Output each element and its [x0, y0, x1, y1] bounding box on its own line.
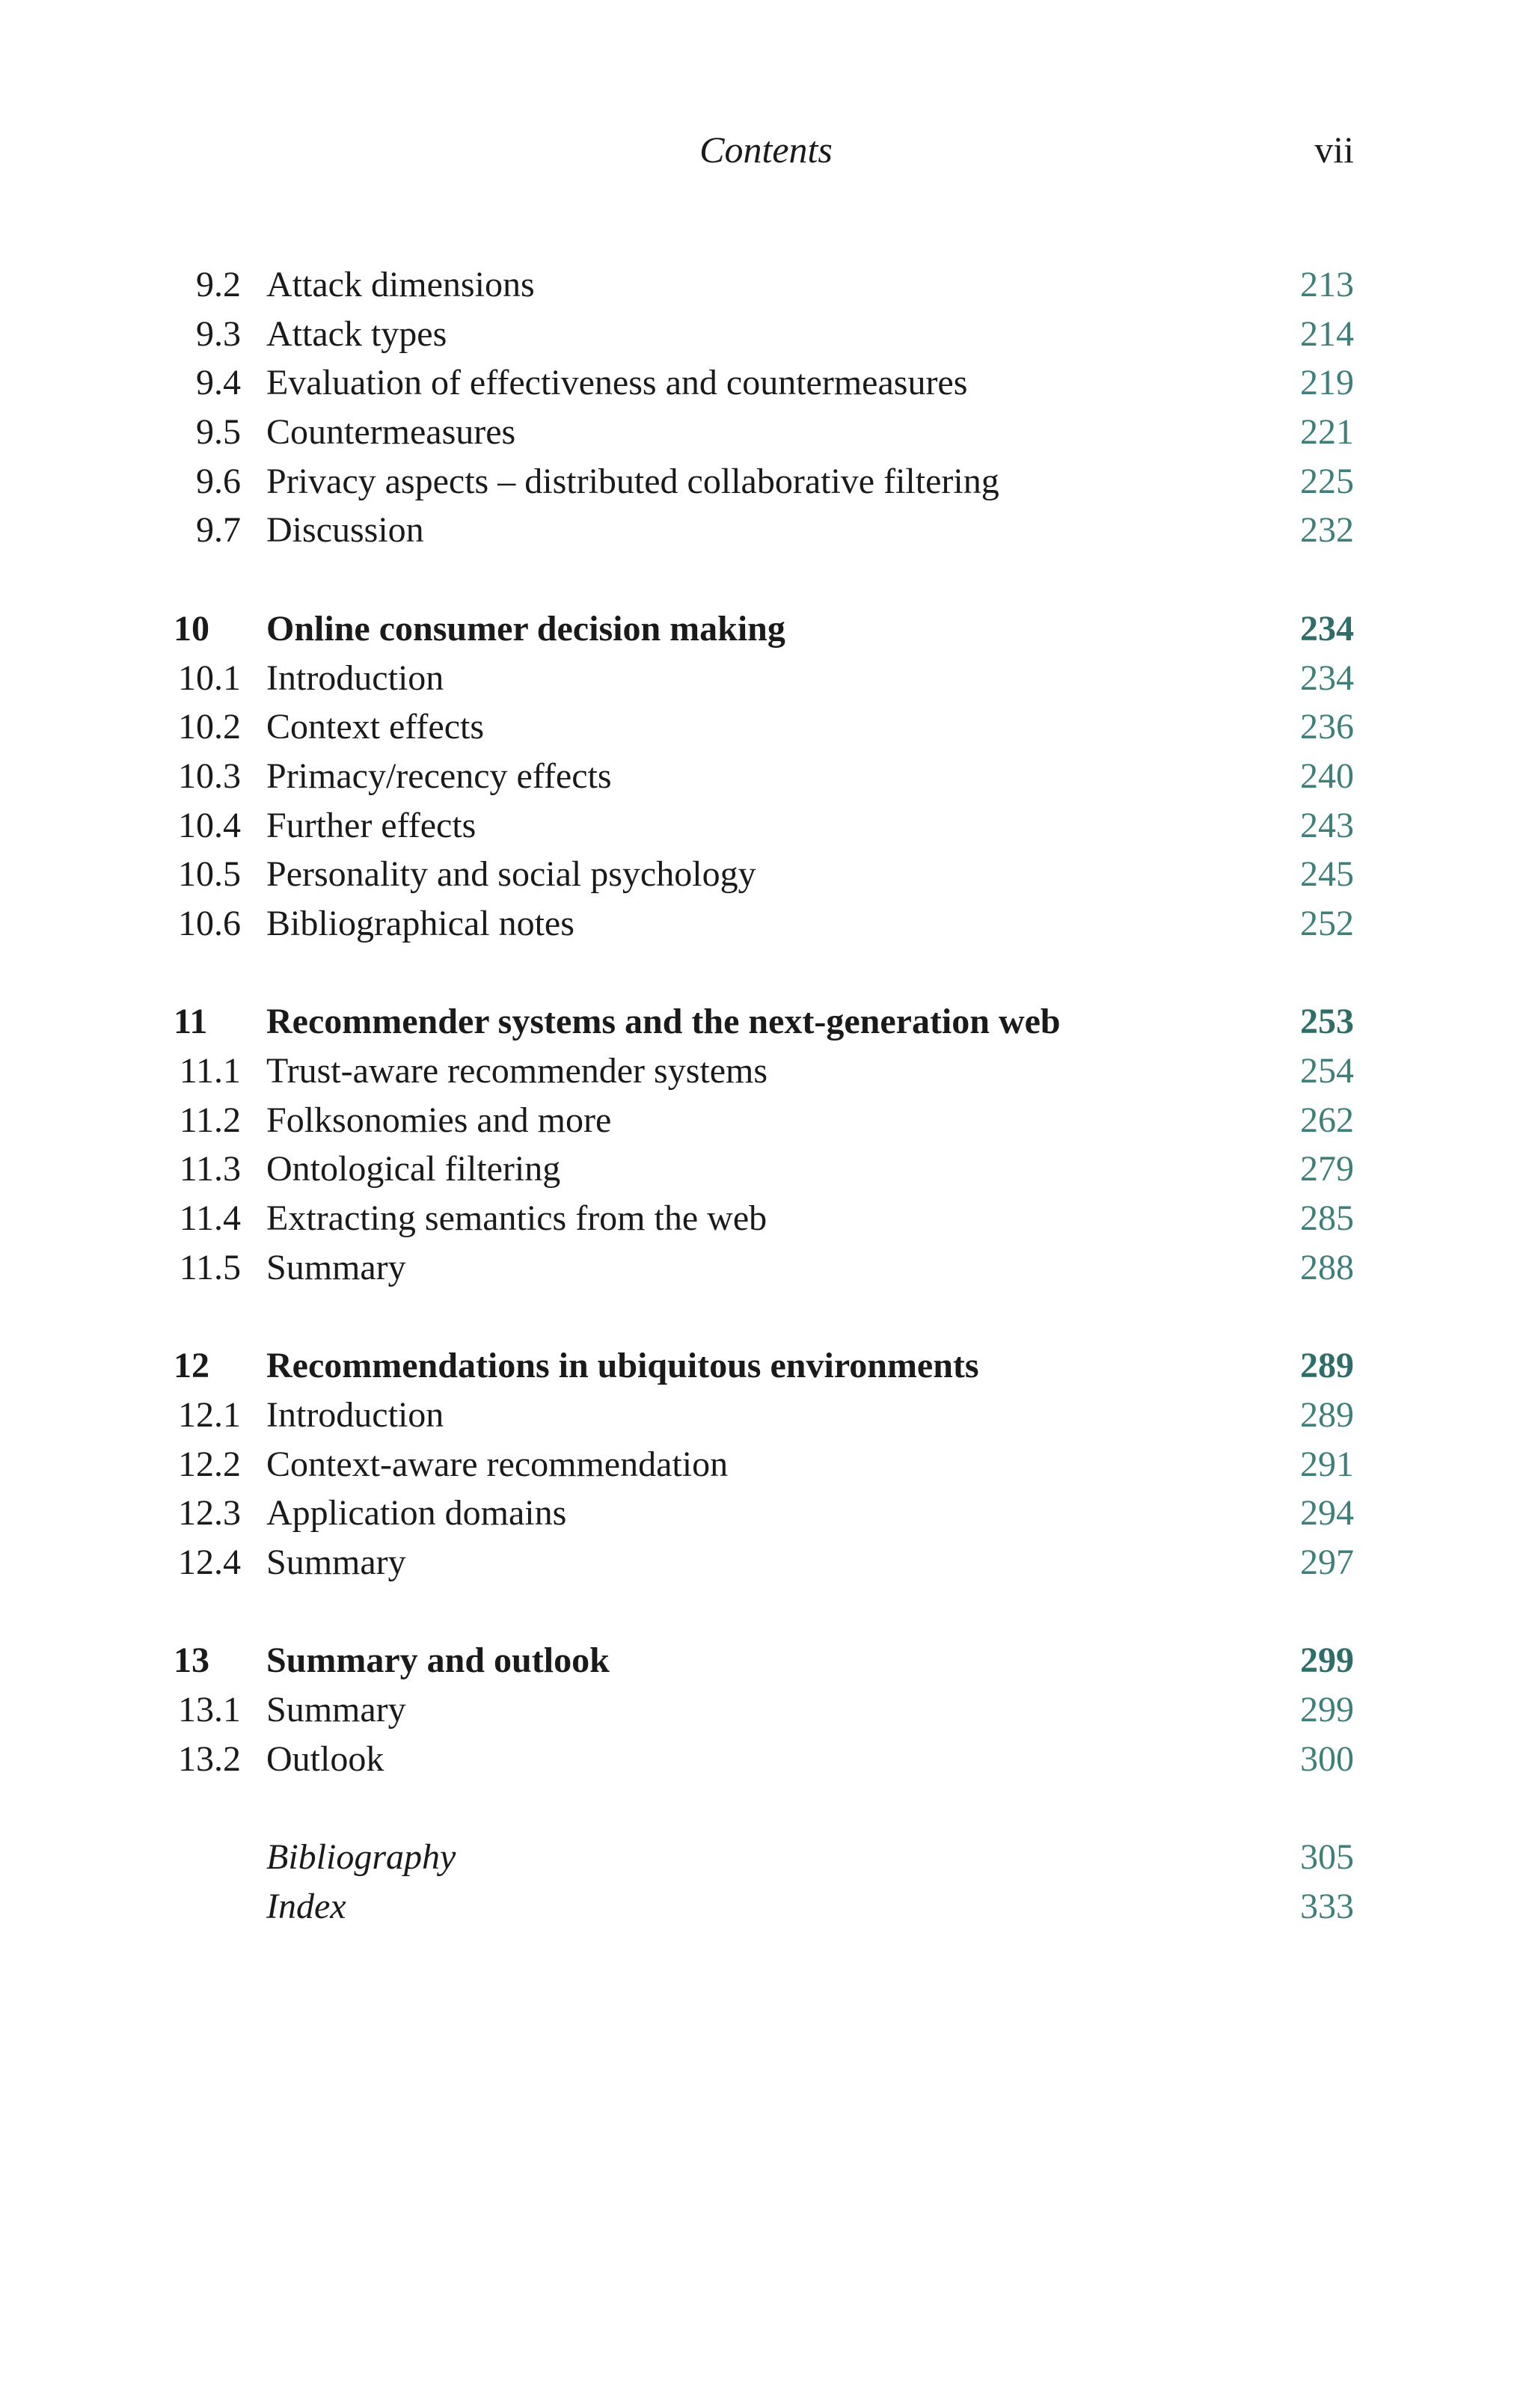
toc-entry-page: 288 — [1300, 1247, 1354, 1287]
table-of-contents — [174, 260, 1354, 1931]
toc-entry-title: Ontological filtering — [266, 1149, 561, 1189]
toc-entry-page: 236 — [1300, 707, 1354, 747]
toc-gap — [174, 1783, 1354, 1833]
toc-entry-number: 13 — [174, 1640, 209, 1681]
toc-section-entry[interactable] — [174, 899, 1354, 949]
toc-entry-page: 305 — [1300, 1837, 1354, 1877]
toc-section-entry[interactable] — [174, 1194, 1354, 1243]
toc-entry-page: 254 — [1300, 1051, 1354, 1091]
running-title: Contents — [699, 129, 833, 171]
toc-entry-number: 12.3 — [178, 1493, 241, 1534]
toc-section-entry[interactable] — [174, 1391, 1354, 1440]
toc-entry-title: Primacy/recency effects — [266, 756, 612, 796]
toc-entry-page: 291 — [1300, 1444, 1354, 1484]
toc-entry-page: 219 — [1300, 363, 1354, 403]
toc-entry-number: 12.2 — [178, 1444, 241, 1484]
toc-section-entry[interactable] — [174, 850, 1354, 899]
toc-entry-title: Application domains — [266, 1493, 567, 1534]
toc-entry-number: 9.4 — [196, 363, 241, 403]
toc-entry-number: 10.6 — [178, 903, 241, 943]
toc-matter-entry[interactable] — [174, 1882, 1354, 1931]
toc-entry-page: 262 — [1300, 1100, 1354, 1140]
toc-gap — [174, 1587, 1354, 1637]
toc-entry-page: 253 — [1300, 1002, 1354, 1042]
toc-entry-title: Personality and social psychology — [266, 854, 756, 895]
page-number: vii — [1314, 129, 1354, 171]
toc-entry-number: 12.1 — [178, 1394, 241, 1435]
toc-section-entry[interactable] — [174, 1735, 1354, 1784]
toc-gap — [174, 1292, 1354, 1341]
toc-entry-page: 252 — [1300, 903, 1354, 943]
toc-entry-number: 10.1 — [178, 658, 241, 698]
toc-entry-number: 11 — [174, 1002, 208, 1042]
toc-section-entry[interactable] — [174, 801, 1354, 851]
toc-entry-number: 12 — [174, 1346, 209, 1386]
toc-entry-number: 9.6 — [196, 461, 241, 501]
toc-entry-number: 10.3 — [178, 756, 241, 796]
toc-section-entry[interactable] — [174, 260, 1354, 310]
toc-entry-number: 11.3 — [179, 1149, 241, 1189]
toc-entry-title: Online consumer decision making — [266, 608, 785, 649]
toc-entry-title: Countermeasures — [266, 412, 516, 453]
toc-section-entry[interactable] — [174, 506, 1354, 555]
toc-entry-page: 240 — [1300, 756, 1354, 796]
toc-entry-title: Attack types — [266, 313, 447, 354]
toc-entry-title: Bibliographical notes — [266, 903, 574, 943]
toc-entry-page: 285 — [1300, 1198, 1354, 1239]
toc-entry-page: 245 — [1300, 854, 1354, 895]
toc-entry-number: 10 — [174, 608, 209, 649]
toc-entry-number: 13.2 — [178, 1738, 241, 1779]
toc-section-entry[interactable] — [174, 654, 1354, 703]
toc-entry-page: 225 — [1300, 461, 1354, 501]
toc-entry-page: 299 — [1300, 1640, 1354, 1681]
toc-entry-number: 10.2 — [178, 707, 241, 747]
toc-entry-number: 11.1 — [179, 1051, 241, 1091]
toc-entry-page: 243 — [1300, 805, 1354, 845]
toc-section-entry[interactable] — [174, 1096, 1354, 1145]
toc-section-entry[interactable] — [174, 1243, 1354, 1293]
toc-entry-title: Trust-aware recommender systems — [266, 1051, 768, 1091]
toc-entry-title: Folksonomies and more — [266, 1100, 612, 1140]
toc-entry-page: 297 — [1300, 1542, 1354, 1582]
toc-gap — [174, 555, 1354, 604]
toc-section-entry[interactable] — [174, 1440, 1354, 1489]
toc-section-entry[interactable] — [174, 702, 1354, 752]
toc-chapter-entry[interactable] — [174, 997, 1354, 1047]
toc-chapter-entry[interactable] — [174, 604, 1354, 654]
page-header — [0, 126, 1532, 174]
toc-entry-number: 11.5 — [179, 1247, 241, 1287]
toc-entry-title: Context-aware recommendation — [266, 1444, 729, 1484]
toc-entry-title: Index — [266, 1886, 346, 1926]
toc-section-entry[interactable] — [174, 310, 1354, 359]
toc-entry-title: Bibliography — [266, 1837, 456, 1877]
toc-section-entry[interactable] — [174, 752, 1354, 801]
toc-entry-number: 9.5 — [196, 412, 241, 453]
toc-section-entry[interactable] — [174, 1489, 1354, 1538]
toc-entry-page: 289 — [1300, 1394, 1354, 1435]
toc-entry-page: 234 — [1300, 658, 1354, 698]
toc-entry-title: Attack dimensions — [266, 265, 535, 304]
toc-entry-title: Summary — [266, 1542, 406, 1582]
toc-entry-title: Introduction — [266, 1394, 444, 1435]
toc-section-entry[interactable] — [174, 358, 1354, 408]
toc-chapter-entry[interactable] — [174, 1341, 1354, 1391]
toc-entry-page: 300 — [1300, 1738, 1354, 1779]
toc-entry-page: 294 — [1300, 1493, 1354, 1534]
toc-section-entry[interactable] — [174, 457, 1354, 506]
toc-entry-page: 333 — [1300, 1886, 1354, 1926]
toc-entry-number: 9.2 — [196, 265, 241, 304]
toc-entry-title: Recommendations in ubiquitous environments — [266, 1346, 979, 1386]
toc-section-entry[interactable] — [174, 1047, 1354, 1096]
toc-entry-number: 12.4 — [178, 1542, 241, 1582]
toc-entry-page: 214 — [1300, 313, 1354, 354]
toc-entry-page: 299 — [1300, 1689, 1354, 1730]
toc-entry-title: Extracting semantics from the web — [266, 1198, 767, 1239]
toc-entry-number: 11.4 — [179, 1198, 241, 1239]
toc-section-entry[interactable] — [174, 408, 1354, 457]
toc-entry-page: 221 — [1300, 412, 1354, 453]
toc-entry-title: Privacy aspects – distributed collaborative filtering — [266, 461, 999, 501]
toc-entry-number: 9.7 — [196, 510, 241, 551]
toc-entry-number: 13.1 — [178, 1689, 241, 1730]
toc-matter-entry[interactable] — [174, 1833, 1354, 1882]
toc-entry-page: 213 — [1300, 265, 1354, 304]
toc-entry-title: Introduction — [266, 658, 444, 698]
toc-entry-page: 279 — [1300, 1149, 1354, 1189]
toc-section-entry[interactable] — [174, 1538, 1354, 1587]
toc-entry-title: Summary — [266, 1689, 406, 1730]
toc-entry-page: 289 — [1300, 1346, 1354, 1386]
toc-entry-title: Recommender systems and the next-generation web — [266, 1002, 1061, 1042]
toc-entry-title: Summary and outlook — [266, 1640, 610, 1681]
toc-entry-number: 9.3 — [196, 313, 241, 354]
toc-entry-page: 234 — [1300, 608, 1354, 649]
toc-entry-title: Outlook — [266, 1738, 384, 1779]
toc-chapter-entry[interactable] — [174, 1636, 1354, 1685]
toc-entry-page: 232 — [1300, 510, 1354, 551]
toc-entry-number: 10.5 — [178, 854, 241, 895]
toc-gap — [174, 949, 1354, 998]
toc-entry-title: Summary — [266, 1247, 406, 1287]
toc-entry-title: Further effects — [266, 805, 477, 845]
toc-entry-title: Evaluation of effectiveness and countermeasures — [266, 363, 968, 403]
toc-entry-title: Discussion — [266, 510, 424, 551]
toc-section-entry[interactable] — [174, 1685, 1354, 1735]
toc-section-entry[interactable] — [174, 1145, 1354, 1194]
toc-entry-title: Context effects — [266, 707, 485, 747]
toc-entry-number: 10.4 — [178, 805, 241, 845]
toc-entry-number: 11.2 — [179, 1100, 241, 1140]
